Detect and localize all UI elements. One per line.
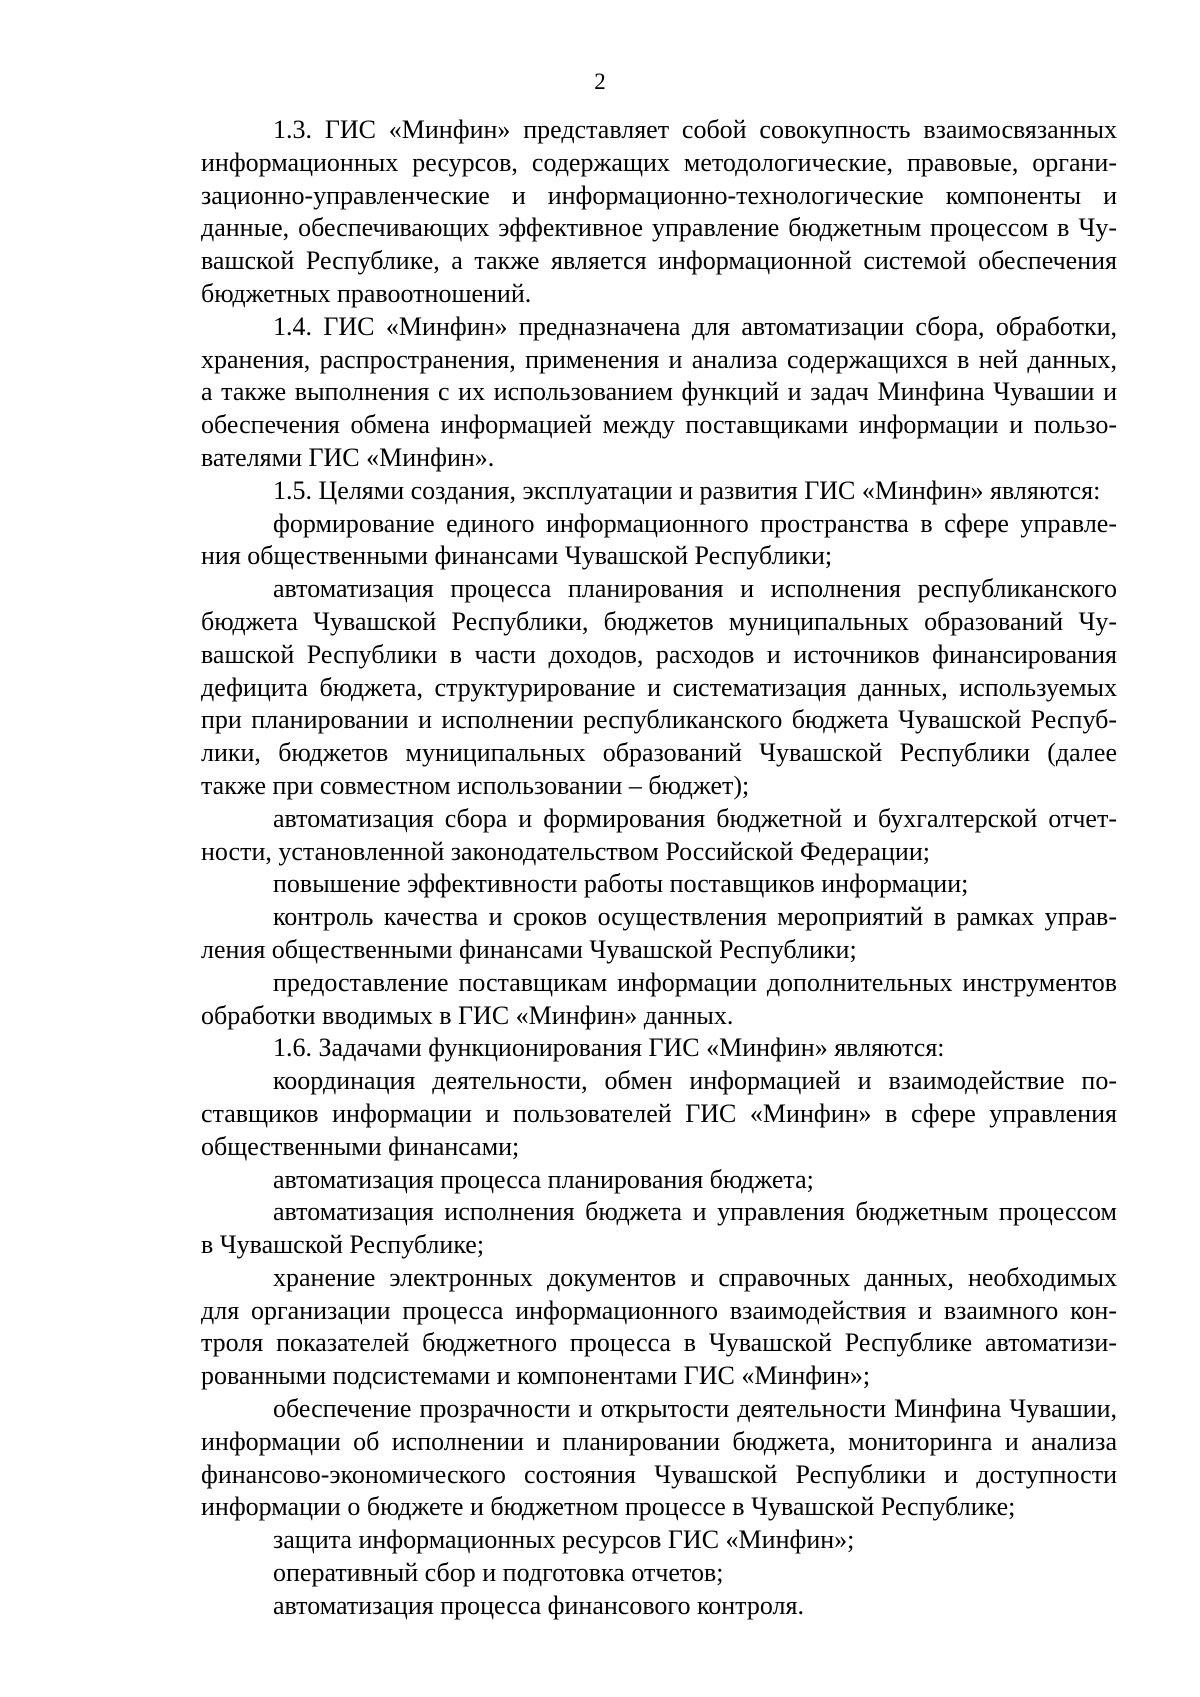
text-line: ния общественными финансами Чувашской Республики; xyxy=(201,541,833,571)
text-line: 1.3. ГИС «Минфин» представляет собой совокупность взаимосвязанных xyxy=(273,115,1117,144)
text-line: автоматизация процесса планирования и исполнения республиканского xyxy=(273,574,1117,604)
text-line: 1.4. ГИС «Минфин» предназначена для автоматизации сбора, обработки, xyxy=(273,311,1117,341)
text-line: а также выполнения с их использованием функций и задач Минфина Чувашии и xyxy=(201,377,1117,407)
text-line: дефицита бюджета, структурирование и систематизация данных, используемых xyxy=(201,672,1117,702)
text-line: вашской Республики в части доходов, расходов и источников финансирования xyxy=(201,639,1117,669)
text-line: ления общественными финансами Чувашской Республики; xyxy=(201,934,857,964)
paragraph xyxy=(201,1164,1117,1197)
text-line: лики, бюджетов муниципальных образований Чувашской Республики (далее xyxy=(201,738,1117,768)
text-line: ставщиков информации и пользователей ГИС «Минфин» в сфере управления xyxy=(201,1098,1117,1128)
text-line: автоматизация процесса планирования бюджета; xyxy=(273,1164,814,1194)
text-line: троля показателей бюджетного процесса в Чувашской Республике автоматизи- xyxy=(201,1328,1117,1358)
text-line: вателями ГИС «Минфин». xyxy=(201,442,495,472)
text-line: общественными финансами; xyxy=(201,1131,520,1161)
paragraph xyxy=(201,508,1117,574)
text-line: автоматизация сбора и формирования бюджетной и бухгалтерской отчет- xyxy=(273,803,1117,833)
text-line: ности, установленной законодательством Российской Федерации; xyxy=(201,836,930,866)
text-line: оперативный сбор и подготовка отчетов; xyxy=(273,1558,724,1588)
text-line: в Чувашской Республике; xyxy=(201,1230,485,1260)
text-line: хранение электронных документов и справочных данных, необходимых xyxy=(273,1262,1117,1292)
text-line: финансово-экономического состояния Чувашской Республики и доступности xyxy=(201,1459,1117,1489)
paragraph xyxy=(201,1393,1117,1524)
text-line: обеспечение прозрачности и открытости деятельности Минфина Чувашии, xyxy=(273,1394,1117,1424)
text-line: повышение эффективности работы поставщиков информации; xyxy=(273,869,969,899)
text-line: автоматизация процесса финансового контроля. xyxy=(273,1590,804,1620)
text-line: хранения, распространения, применения и анализа содержащихся в ней данных, xyxy=(201,344,1117,374)
paragraph xyxy=(201,901,1117,967)
text-line: обработки вводимых в ГИС «Минфин» данных. xyxy=(201,1000,734,1030)
text-line: для организации процесса информационного взаимодействия и взаимного кон- xyxy=(201,1295,1117,1325)
text-line: контроль качества и сроков осуществления мероприятий в рамках управ- xyxy=(273,902,1117,932)
paragraph xyxy=(201,1196,1117,1262)
text-line: формирование единого информационного пространства в сфере управле- xyxy=(273,508,1117,538)
text-line: автоматизация исполнения бюджета и управления бюджетным процессом xyxy=(273,1197,1117,1227)
text-line: бюджетных правоотношений. xyxy=(201,278,532,308)
document-body xyxy=(201,114,1117,1623)
text-line: вашской Республике, а также является информационной системой обеспечения xyxy=(201,246,1117,276)
paragraph xyxy=(201,573,1117,803)
paragraph xyxy=(201,1590,1117,1623)
text-line: бюджета Чувашской Республики, бюджетов муниципальных образований Чу- xyxy=(201,606,1117,636)
paragraph xyxy=(201,114,1117,311)
paragraph xyxy=(201,1032,1117,1065)
paragraph xyxy=(201,311,1117,475)
paragraph xyxy=(201,475,1117,508)
text-line: защита информационных ресурсов ГИС «Минфин»; xyxy=(273,1525,855,1555)
text-line: 1.6. Задачами функционирования ГИС «Минфин» являются: xyxy=(273,1033,945,1063)
paragraph xyxy=(201,868,1117,901)
text-line: предоставление поставщикам информации дополнительных инструментов xyxy=(273,967,1117,997)
text-line: при планировании и исполнении республиканского бюджета Чувашской Респуб- xyxy=(201,705,1117,735)
paragraph xyxy=(201,1524,1117,1557)
text-line: также при совместном использовании – бюджет); xyxy=(201,770,750,800)
text-line: обеспечения обмена информацией между поставщиками информации и пользо- xyxy=(201,410,1117,440)
text-line: информации о бюджете и бюджетном процессе в Чувашской Республике; xyxy=(201,1492,1016,1522)
text-line: 1.5. Целями создания, эксплуатации и развития ГИС «Минфин» являются: xyxy=(273,475,1101,505)
text-line: рованными подсистемами и компонентами ГИС «Минфин»; xyxy=(201,1361,871,1391)
paragraph xyxy=(201,1262,1117,1393)
text-line: координация деятельности, обмен информацией и взаимодействие по- xyxy=(273,1066,1117,1096)
paragraph xyxy=(201,1065,1117,1163)
text-line: информации об исполнении и планировании бюджета, мониторинга и анализа xyxy=(201,1426,1117,1456)
text-line: зационно-управленческие и информационно-технологические компоненты и xyxy=(201,180,1117,210)
text-line: информационных ресурсов, содержащих методологические, правовые, органи- xyxy=(201,147,1117,177)
paragraph xyxy=(201,1557,1117,1590)
paragraph xyxy=(201,967,1117,1033)
text-line: данные, обеспечивающих эффективное управление бюджетным процессом в Чу- xyxy=(201,213,1117,243)
page-number: 2 xyxy=(594,69,606,94)
paragraph xyxy=(201,803,1117,869)
